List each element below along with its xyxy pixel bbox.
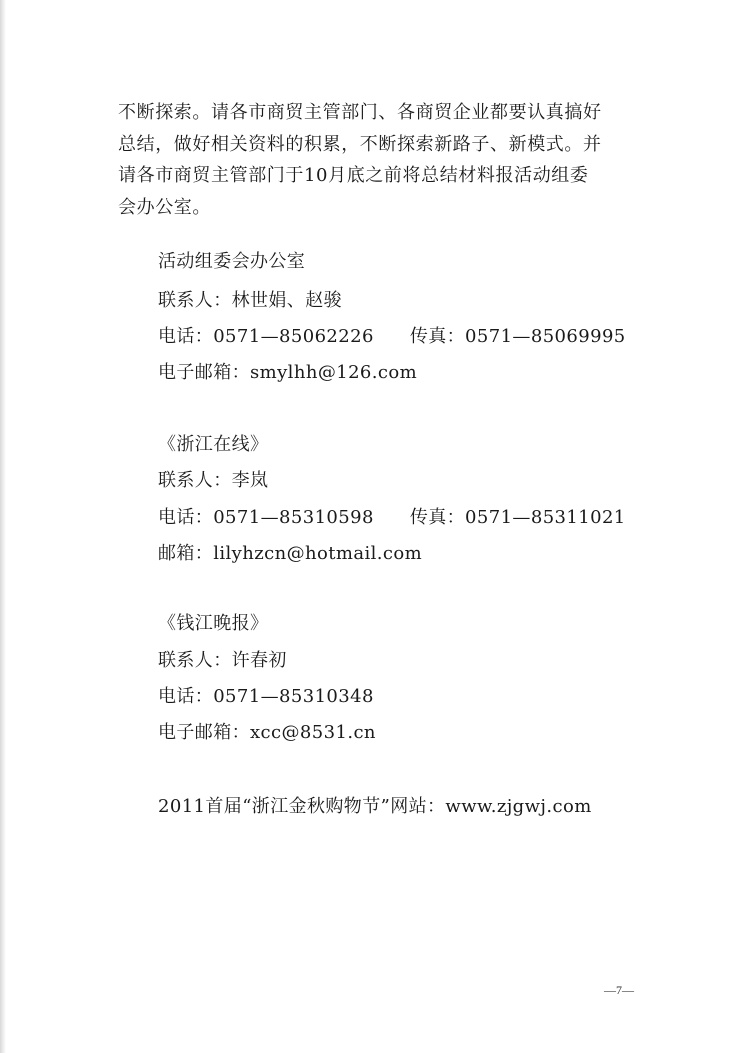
zjol-name: 《浙江在线》	[158, 434, 269, 455]
office-contacts: 联系人：林世娟、赵骏	[158, 290, 342, 311]
zjol-fax: 传真：0571—85311021	[409, 507, 626, 528]
qjwb-contacts: 联系人：许春初	[158, 650, 287, 671]
zjol-phone: 电话：0571—85310598	[158, 507, 374, 528]
office-name: 活动组委会办公室	[158, 251, 306, 272]
office-email: 电子邮箱：smylhh@126.com	[158, 362, 418, 383]
page-number: —7—	[604, 983, 634, 997]
office-fax: 传真：0571—85069995	[409, 326, 626, 347]
festival-website: 2011首届“浙江金秋购物节”网站：www.zjgwj.com	[158, 796, 592, 817]
zjol-contacts: 联系人：李岚	[158, 470, 269, 491]
body-paragraph	[118, 97, 638, 223]
paragraph-line-1: 不断探索。请各市商贸主管部门、各商贸企业都要认真搞好	[118, 102, 602, 123]
paragraph-line-3: 请各市商贸主管部门于10月底之前将总结材料报活动组委	[118, 165, 589, 186]
qjwb-name: 《钱江晚报》	[158, 613, 269, 634]
scan-edge-shadow	[0, 0, 6, 1053]
zjol-email: 邮箱：lilyhzcn@hotmail.com	[158, 543, 423, 564]
paragraph-line-4: 会办公室。	[118, 196, 211, 218]
office-phone: 电话：0571—85062226	[158, 326, 374, 347]
paragraph-line-2: 总结，做好相关资料的积累，不断探索新路子、新模式。并	[118, 133, 602, 155]
office-phone-fax	[158, 322, 626, 348]
zjol-phone-fax	[158, 503, 626, 529]
qjwb-phone: 电话：0571—85310348	[158, 686, 374, 707]
qjwb-email: 电子邮箱：xcc@8531.cn	[158, 722, 376, 743]
